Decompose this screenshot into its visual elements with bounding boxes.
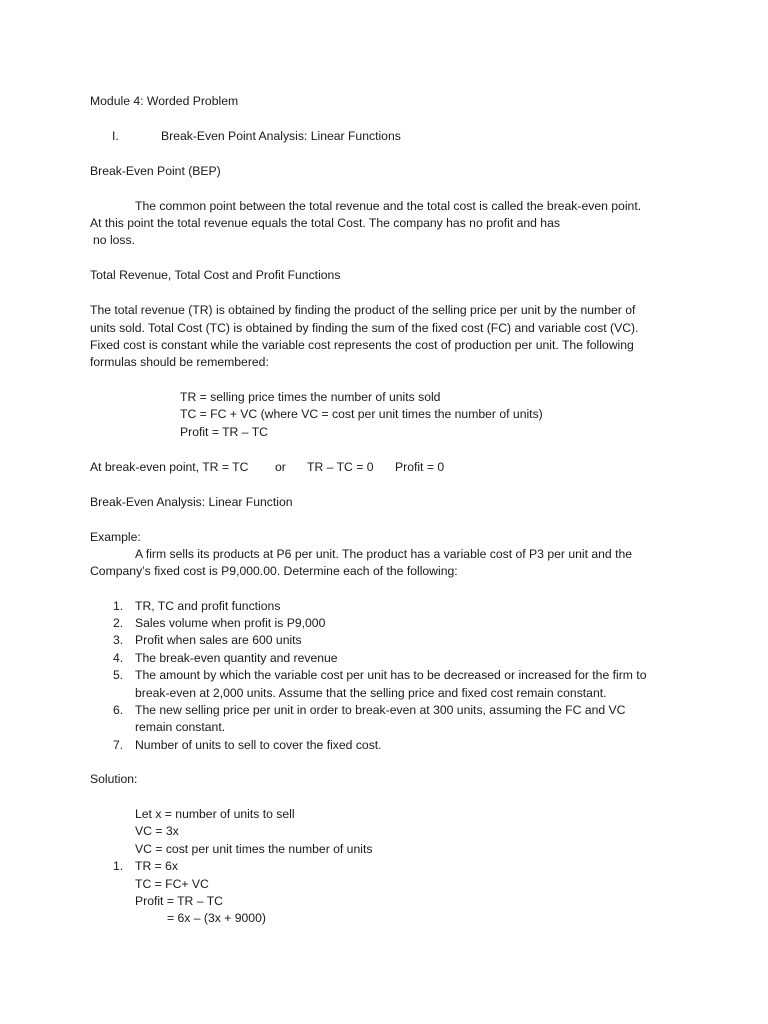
functions-paragraph-line-2: units sold. Total Cost (TC) is obtained by finding the sum of the fixed cost (FC) and variable cost (VC). xyxy=(90,321,639,335)
list-item: Profit when sales are 600 units xyxy=(135,633,302,647)
formula-profit: Profit = TR – TC xyxy=(180,425,268,439)
bep-condition-tr-tc: At break-even point, TR = TC xyxy=(90,460,249,474)
example-line-1: A firm sells its products at P6 per unit. The product has a variable cost of P3 per unit and the xyxy=(135,547,633,561)
bep-paragraph-line-2: At this point the total revenue equals the total Cost. The company has no profit and has xyxy=(90,216,560,230)
list-item-number: 2. xyxy=(113,616,124,630)
functions-heading: Total Revenue, Total Cost and Profit Functions xyxy=(90,268,341,282)
bep-condition-or: or xyxy=(275,460,286,474)
solution-vc: VC = 3x xyxy=(135,824,179,838)
solution-label: Solution: xyxy=(90,772,138,786)
bep-heading: Break-Even Point (BEP) xyxy=(90,164,221,178)
section-title: Break-Even Point Analysis: Linear Functions xyxy=(161,129,401,143)
solution-let-x: Let x = number of units to sell xyxy=(135,807,295,821)
solution-profit: Profit = TR – TC xyxy=(135,894,223,908)
formula-tc: TC = FC + VC (where VC = cost per unit times the number of units) xyxy=(180,407,543,421)
list-item: The new selling price per unit in order to break-even at 300 units, assuming the FC and VC xyxy=(135,703,626,717)
list-item: The break-even quantity and revenue xyxy=(135,651,338,665)
list-item: The amount by which the variable cost per unit has to be decreased or increased for the firm to xyxy=(135,668,647,682)
list-item-number: 6. xyxy=(113,703,124,717)
module-title: Module 4: Worded Problem xyxy=(90,94,239,108)
list-item-number: 3. xyxy=(113,633,124,647)
solution-tr: TR = 6x xyxy=(135,859,179,873)
list-item-continuation: break-even at 2,000 units. Assume that the selling price and fixed cost remain constant. xyxy=(135,686,607,700)
list-item-number: 1. xyxy=(113,599,124,613)
list-item: TR, TC and profit functions xyxy=(135,599,281,613)
list-item-number: 4. xyxy=(113,651,124,665)
bep-paragraph-line-1: The common point between the total revenue and the total cost is called the break-even point. xyxy=(135,199,642,213)
list-item-number: 5. xyxy=(113,668,124,682)
bep-condition-difference: TR – TC = 0 xyxy=(307,460,374,474)
list-item-continuation: remain constant. xyxy=(135,720,226,734)
bep-paragraph-line-3: no loss. xyxy=(93,233,136,247)
bep-condition-profit: Profit = 0 xyxy=(395,460,445,474)
functions-paragraph-line-3: Fixed cost is constant while the variable cost represents the cost of production per unit. The following xyxy=(90,338,634,352)
solution-step-number: 1. xyxy=(113,859,124,873)
example-line-2: Company’s fixed cost is P9,000.00. Determine each of the following: xyxy=(90,564,458,578)
section-numeral: I. xyxy=(112,129,119,143)
functions-paragraph-line-4: formulas should be remembered: xyxy=(90,355,269,369)
list-item: Sales volume when profit is P9,000 xyxy=(135,616,326,630)
list-item: Number of units to sell to cover the fixed cost. xyxy=(135,738,382,752)
solution-vc-definition: VC = cost per unit times the number of units xyxy=(135,842,373,856)
functions-paragraph-line-1: The total revenue (TR) is obtained by finding the product of the selling price per unit by the number of xyxy=(90,303,636,317)
analysis-heading: Break-Even Analysis: Linear Function xyxy=(90,495,293,509)
solution-tc: TC = FC+ VC xyxy=(135,877,209,891)
formula-tr: TR = selling price times the number of units sold xyxy=(180,390,441,404)
solution-profit-expansion: = 6x – (3x + 9000) xyxy=(167,911,266,925)
list-item-number: 7. xyxy=(113,738,124,752)
example-label: Example: xyxy=(90,530,141,544)
